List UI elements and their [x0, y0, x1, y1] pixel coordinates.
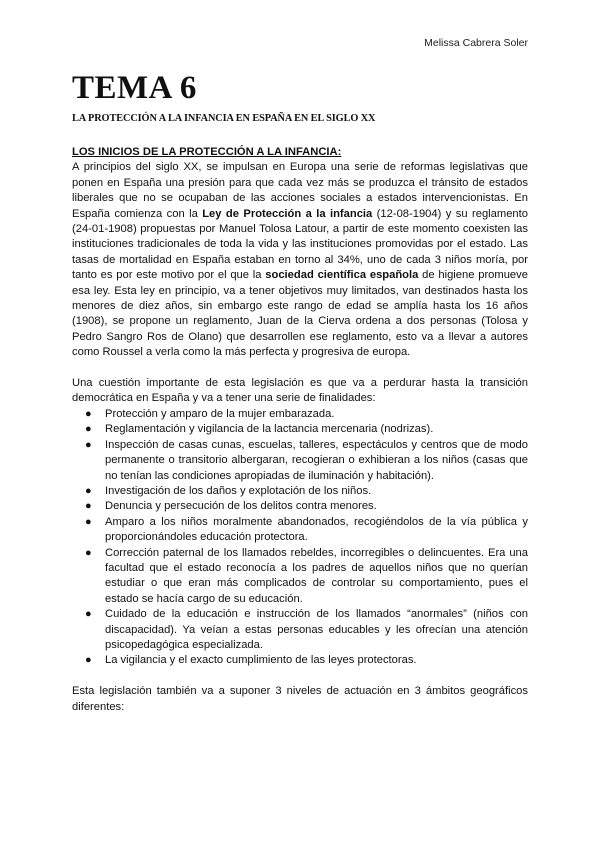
society-name-bold: sociedad científica española — [265, 269, 419, 282]
list-item-text: La vigilancia y el exacto cumplimiento de las leyes protectoras. — [105, 654, 417, 667]
list-item-text: Amparo a los niños moralmente abandonados, recogiéndolos de la vía pública y proporcionándoles educación protectora. — [105, 515, 528, 544]
list-item-text: Corrección paternal de los llamados rebeldes, incorregibles o delincuentes. Era una facultad que el estado reconocía a los padres de aquellos niños que no querían estudiar o que eran más complicados de controlar su comportamiento, pues el estado se hacía cargo de su educación. — [105, 546, 528, 605]
list-item — [85, 438, 528, 484]
list-item — [85, 407, 528, 422]
list-item-text: Reglamentación y vigilancia de la lactancia mercenaria (nodrizas). — [105, 423, 434, 436]
bullet-icon: ● — [85, 423, 92, 436]
page-title: TEMA 6 — [72, 70, 197, 106]
list-item — [85, 653, 528, 668]
list-item — [85, 515, 528, 546]
document-body — [72, 145, 528, 715]
purposes-list — [72, 407, 528, 669]
paragraph-intro-text-c: (12-08-1904) y su reglamento (24-01-1908) propuestas por Manuel Tolosa Latour, a partir de este momento coexisten las instituciones tradicionales de toda la vida y las instituciones promovidas por el estado. Las tasas de mortalidad en España estaban en torno al 34%, uno de cada 3 niños moría, por tanto es por este motivo por el que la — [72, 207, 528, 282]
paragraph-levels: Esta legislación también va a suponer 3 niveles de actuación en 3 ámbitos geográficos diferentes: — [72, 685, 528, 713]
bullet-icon: ● — [85, 500, 92, 513]
bullet-icon: ● — [85, 484, 92, 497]
list-item — [85, 499, 528, 514]
paragraph-spacer — [72, 669, 528, 684]
list-item — [85, 484, 528, 499]
paragraph-intro — [72, 160, 528, 360]
list-item — [85, 607, 528, 653]
bullet-icon: ● — [85, 608, 92, 621]
author-name: Melissa Cabrera Soler — [424, 37, 528, 49]
paragraph-purposes: Una cuestión importante de esta legislación es que va a perdurar hasta la transición democrática en España y va a tener una serie de finalidades: — [72, 377, 528, 405]
paragraph-intro-text-a: A principios del siglo XX, se impulsan en Europa una serie de reformas legislativas que ponen en España una presión para que cada vez más se produzca el tránsito de estados liberales que no se ocupaban de las acciones sociales a estados intervencionistas. En España comienza con la — [72, 161, 528, 220]
page-subtitle: LA PROTECCIÓN A LA INFANCIA EN ESPAÑA EN EL SIGLO XX — [72, 113, 376, 124]
bullet-icon: ● — [85, 546, 92, 559]
bullet-icon: ● — [85, 407, 92, 420]
list-item-text: Cuidado de la educación e instrucción de los llamados “anormales” (niños con discapacidad). Ya veían a estas personas educables y les ofrecían una atención psicopedagógica especializada. — [105, 608, 528, 651]
list-item-text: Denuncia y persecución de los delitos contra menores. — [105, 500, 377, 513]
law-name-bold: Ley de Protección a la infancia — [202, 207, 373, 220]
list-item-text: Protección y amparo de la mujer embarazada. — [105, 407, 335, 420]
list-item-text: Investigación de los daños y explotación de los niños. — [105, 484, 372, 497]
bullet-icon: ● — [85, 515, 92, 528]
list-item — [85, 422, 528, 437]
bullet-icon: ● — [85, 654, 92, 667]
bullet-icon: ● — [85, 438, 92, 451]
section-heading: LOS INICIOS DE LA PROTECCIÓN A LA INFANCIA: — [72, 146, 342, 158]
paragraph-intro-text-e: de higiene promueve esa ley. Esta ley en principio, va a tener objetivos muy limitados, van destinados hasta los menores de diez años, sin embargo este rango de edad se amplía hasta los 16 años (1908), se propone un reglamento, Juan de la Cierva ordena a dos personas (Tolosa y Pedro Sangro Ros de Olano) que desarrollen ese reglamento, esto va a llevar a autores como Roussel a verla como la más perfecta y progresiva de europa. — [72, 269, 528, 359]
list-item — [85, 546, 528, 608]
list-item-text: Inspección de casas cunas, escuelas, talleres, espectáculos y centros que de modo permanente o transitorio albergaran, recogieran o exhibieran a los niños (casas que no tenían las condiciones apropiadas de iluminación y habitación). — [105, 438, 528, 482]
paragraph-spacer — [72, 361, 528, 376]
